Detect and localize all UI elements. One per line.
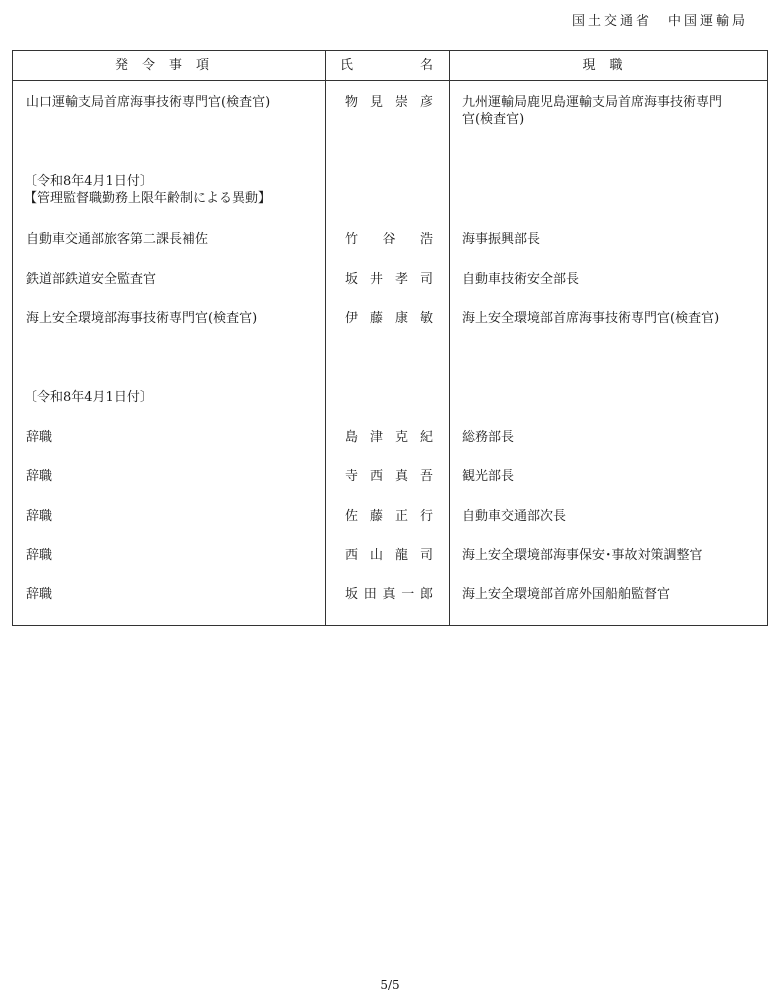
header-divider [13,80,767,81]
header-name-right: 名 [419,58,433,73]
name-cell: 坂 田 真 一 郎 [345,587,433,602]
appointment-cell: 辞職 [26,509,53,524]
name-cell: 伊 藤 康 敏 [345,311,433,326]
appointment-cell: 辞職 [26,587,53,602]
header-appointment: 発令事項 [114,58,223,73]
appointment-cell: 自動車交通部旅客第二課長補佐 [26,232,209,247]
current-position-cell: 総務部長 [462,430,515,445]
appointment-cell: 海上安全環境部海事技術専門官(検査官) [26,311,258,326]
name-cell: 島 津 克 紀 [345,430,433,445]
name-cell: 物 見 崇 彦 [345,95,433,110]
current-position-cell: 自動車交通部次長 [462,509,567,524]
current-position-cell: 海上安全環境部首席海事技術専門官(検査官) [462,311,720,326]
name-cell: 寺 西 真 吾 [345,469,433,484]
appointment-cell: 山口運輸支局首席海事技術専門官(検査官) [26,95,271,110]
appointment-cell: 辞職 [26,430,53,445]
name-cell: 竹 谷 浩 [345,232,433,247]
column-divider [449,51,450,625]
personnel-table [12,50,768,626]
current-position-cell: 海上安全環境部海事保安･事故対策調整官 [462,548,703,563]
appointment-cell: 鉄道部鉄道安全監査官 [26,272,157,287]
name-cell: 佐 藤 正 行 [345,509,433,524]
page-number: 5/5 [380,978,400,992]
current-position-cell: 海上安全環境部首席外国船舶監督官 [462,587,671,602]
name-cell: 坂 井 孝 司 [345,272,433,287]
current-position-cell: 自動車技術安全部長 [462,272,580,287]
organization-header: 国土交通省 中国運輸局 [571,14,748,29]
appointment-cell: 辞職 [26,548,53,563]
current-position-cell: 九州運輸局鹿児島運輸支局首席海事技術専門官(検査官) [462,95,723,127]
name-cell: 西 山 龍 司 [345,548,433,563]
section-date: 〔令和8年4月1日付〕 [24,174,153,189]
current-position-cell: 海事振興部長 [462,232,541,247]
header-name [326,51,449,80]
header-name-left: 氏 [340,58,354,73]
current-position-cell: 観光部長 [462,469,515,484]
section-date: 〔令和8年4月1日付〕 [24,390,153,405]
section-reason: 【管理監督職勤務上限年齢制による異動】 [24,191,272,206]
header-current-position: 現職 [582,58,637,73]
column-divider [325,51,326,625]
appointment-cell: 辞職 [26,469,53,484]
